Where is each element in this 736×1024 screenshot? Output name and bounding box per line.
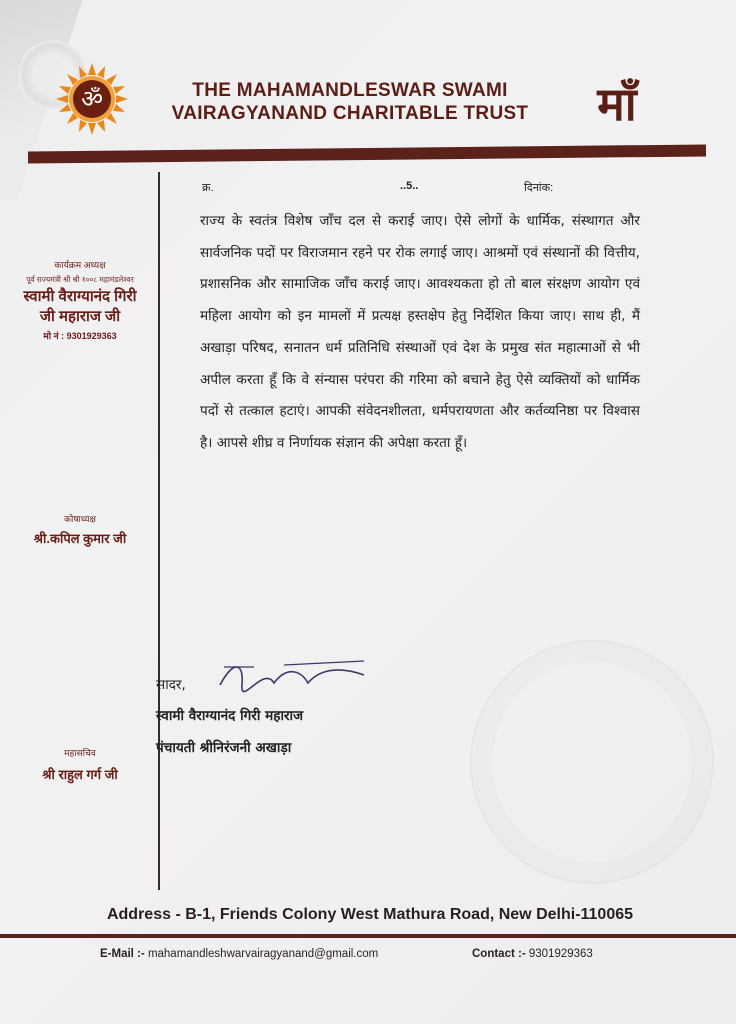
signatory-organisation: पंचायती श्रीनिरंजनी अखाड़ा — [156, 740, 292, 756]
president-subtitle: पूर्व राज्यमंत्री श्री श्री १००८ महामंडलेश्वर — [26, 275, 134, 284]
secretary-name: श्री राहुल गर्ग जी — [42, 767, 118, 782]
treasurer-role: कोषाध्यक्ष — [64, 514, 96, 524]
president-phone: मो नं : 9301929363 — [43, 331, 117, 341]
maa-logo — [584, 58, 650, 142]
ref-label: क्र. — [202, 182, 214, 194]
email-label: E-Mail :- — [100, 948, 145, 960]
president-role: कार्यक्रम अध्यक्ष — [54, 260, 106, 270]
treasurer-block — [10, 512, 150, 549]
om-sun-logo — [55, 62, 129, 136]
email-address[interactable]: mahamandleshwarvairagyanand@gmail.com — [147, 948, 379, 960]
president-block — [10, 258, 150, 342]
handwritten-signature — [214, 655, 374, 700]
footer-divider — [0, 934, 736, 938]
om-glyph: ॐ — [81, 85, 103, 113]
letter-body: राज्य के स्वतंत्र विशेष जाँच दल से कराई जाए। ऐसे लोगों के धार्मिक, संस्थागत और सार्वजनिक पदों पर विराजमान रहने पर रोक लगाई जाए। आश्रमों एवं संस्थानों की वित्तीय, प्रशासनिक और सामाजिक जाँच कराई जाए। आवश्यकता हो तो बाल संरक्षण आयोग एवं महिला आयोग को इन मामलों में प्रत्यक्ष हस्तक्षेप हेतु निर्देशित किया जाए। साथ ही, मैं अखाड़ा परिषद, सनातन धर्म प्रतिनिधि संस्थाओं एवं देश के प्रमुख संत महात्माओं से भी अपील करता हूँ कि वे संन्यास परंपरा की गरिमा को बचाने हेतु ऐसे व्यक्तियों को धार्मिक पदों से तत्काल हटाएं। आपकी संवेदनशीलता, धर्मपरायणता और कर्तव्यनिष्ठा पर विश्वास है। आपसे शीघ्र व निर्णायक संज्ञान की अपेक्षा करता हूँ। — [200, 213, 640, 451]
trust-address: Address - B-1, Friends Colony West Mathura Road, New Delhi-110065 — [106, 906, 634, 923]
watermark-emblem — [470, 640, 714, 884]
email-line — [100, 948, 378, 960]
contact-label: Contact :- — [472, 948, 526, 960]
trust-title-line-1: THE MAHAMANDLESWAR SWAMI — [192, 80, 508, 101]
contact-number[interactable]: 9301929363 — [528, 948, 593, 960]
president-name-1: स्वामी वैराग्यानंद गिरी — [23, 288, 137, 305]
treasurer-name: श्री.कपिल कुमार जी — [33, 531, 127, 546]
contact-line — [472, 948, 593, 960]
secretary-block — [10, 746, 150, 785]
salutation: सादर, — [156, 677, 186, 693]
header-divider — [28, 144, 706, 163]
trust-title-line-2: VAIRAGYANAND CHARITABLE TRUST — [171, 103, 529, 124]
maa-glyph: माँ — [597, 77, 637, 131]
page-number: ..5.. — [400, 180, 419, 192]
signatory-name: स्वामी वैराग्यानंद गिरी महाराज — [156, 708, 304, 724]
secretary-role: महासचिव — [64, 748, 96, 758]
president-name-2: जी महाराज जी — [39, 308, 121, 325]
date-label: दिनांक: — [524, 182, 554, 194]
sidebar-divider — [158, 172, 160, 890]
